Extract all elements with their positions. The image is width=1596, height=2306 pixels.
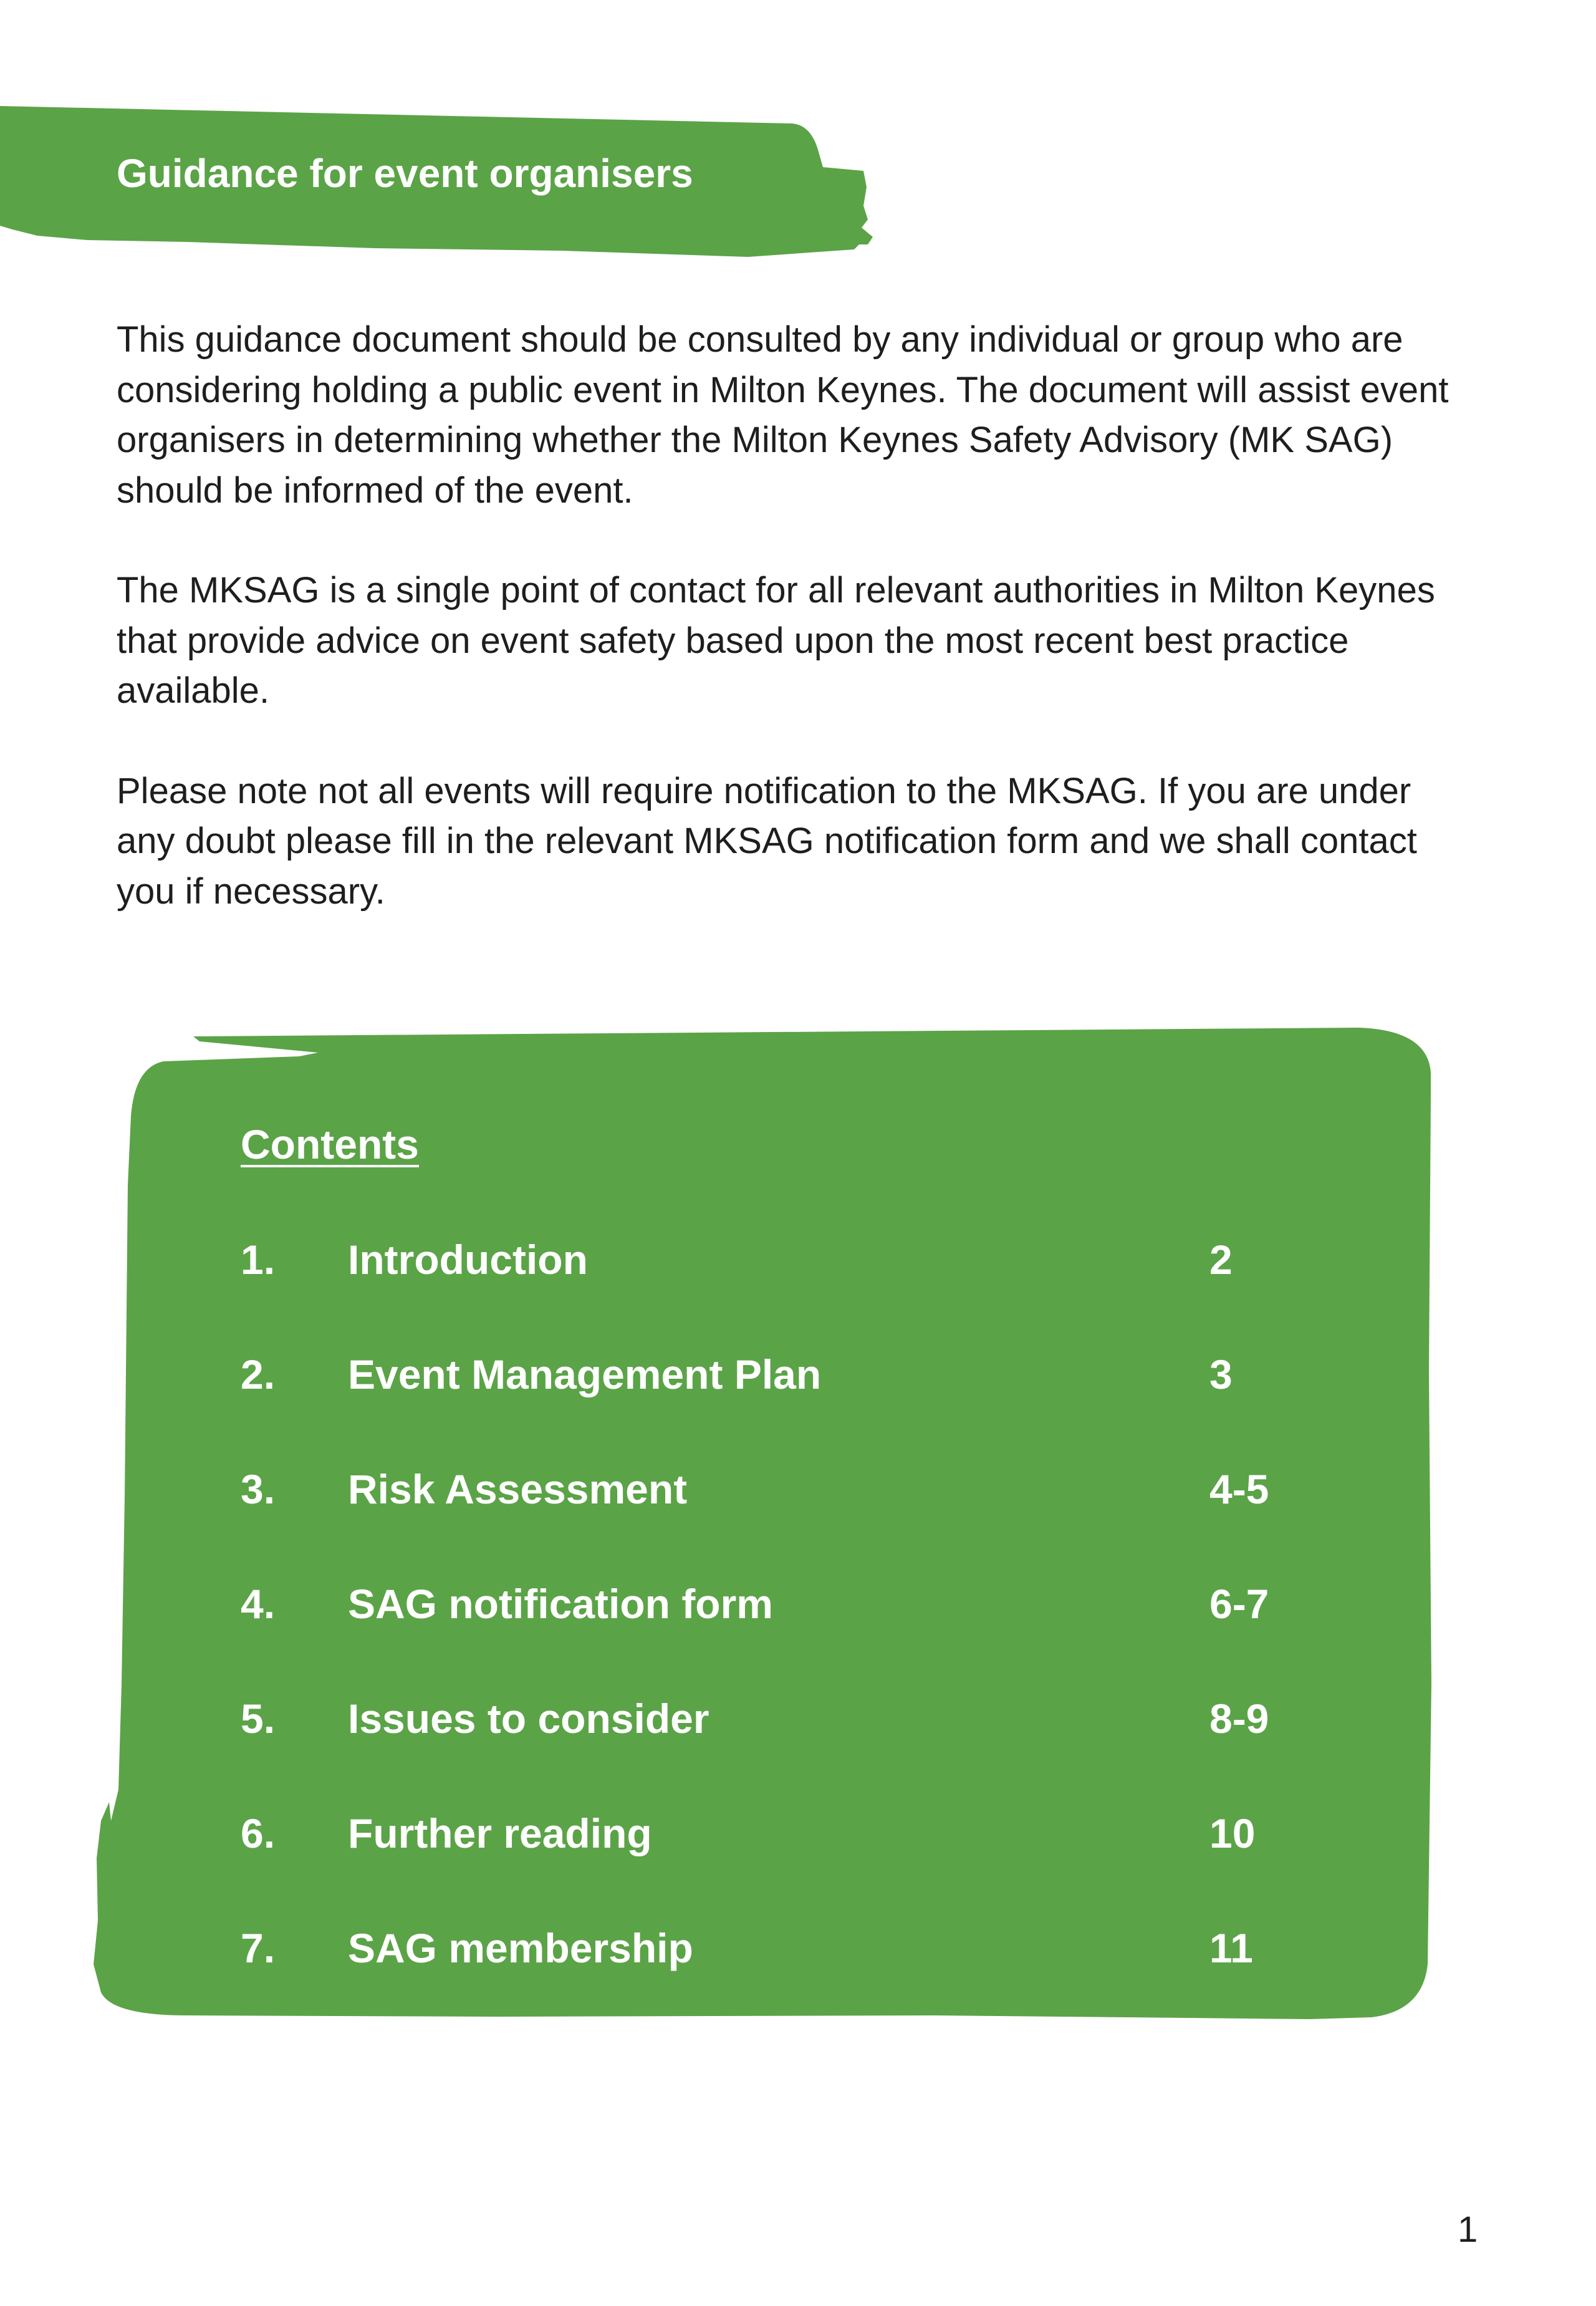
toc-item-page: 8-9 xyxy=(1209,1696,1269,1742)
intro-paragraph: Please note not all events will require notification to the MKSAG. If you are under any doubt please fill in the relevant MKSAG notification form and we shall contact you if necessary. xyxy=(117,770,1417,912)
toc-item-title: Event Management Plan xyxy=(348,1351,822,1397)
toc-item-number: 5. xyxy=(241,1696,276,1742)
toc-item-page: 11 xyxy=(1209,1925,1253,1971)
toc-item xyxy=(241,1576,1313,1691)
contents-heading: Contents xyxy=(241,1121,419,1167)
toc-item xyxy=(241,1346,1313,1461)
toc-item-title: Issues to consider xyxy=(348,1696,709,1742)
toc-item-number: 3. xyxy=(241,1466,276,1512)
toc-item-number: 2. xyxy=(241,1351,276,1397)
table-of-contents xyxy=(241,1232,1313,2035)
intro-paragraph: This guidance document should be consulted by any individual or group who are considering holding a public event in Milton Keynes. The document will assist event organisers in determining whether the Milton Keynes Safety Advisory (MK SAG) should be informed of the event. xyxy=(117,319,1449,511)
toc-item xyxy=(241,1805,1313,1920)
toc-item-page: 6-7 xyxy=(1209,1581,1269,1627)
toc-item-number: 4. xyxy=(241,1581,276,1627)
toc-item-number: 6. xyxy=(241,1810,276,1856)
page-number: 1 xyxy=(1458,2209,1478,2250)
toc-item-title: Introduction xyxy=(348,1237,588,1283)
toc-item-number: 1. xyxy=(241,1237,276,1283)
toc-item-page: 4-5 xyxy=(1209,1466,1269,1512)
toc-item xyxy=(241,1691,1313,1805)
toc-item-title: Further reading xyxy=(348,1810,652,1856)
toc-item-title: Risk Assessment xyxy=(348,1466,688,1512)
toc-item-title: SAG membership xyxy=(348,1925,693,1971)
toc-item xyxy=(241,1232,1313,1346)
toc-item-title: SAG notification form xyxy=(348,1581,773,1627)
intro-paragraph: The MKSAG is a single point of contact for all relevant authorities in Milton Keynes that provide advice on event safety based upon the most recent best practice available. xyxy=(117,570,1435,711)
page-title: Guidance for event organisers xyxy=(117,151,693,196)
intro-text xyxy=(117,315,1457,967)
toc-item xyxy=(241,1461,1313,1576)
toc-item-page: 2 xyxy=(1209,1237,1233,1283)
toc-item-number: 7. xyxy=(241,1925,276,1971)
toc-item xyxy=(241,1920,1313,2035)
toc-item-page: 3 xyxy=(1209,1351,1233,1397)
toc-item-page: 10 xyxy=(1209,1810,1256,1856)
